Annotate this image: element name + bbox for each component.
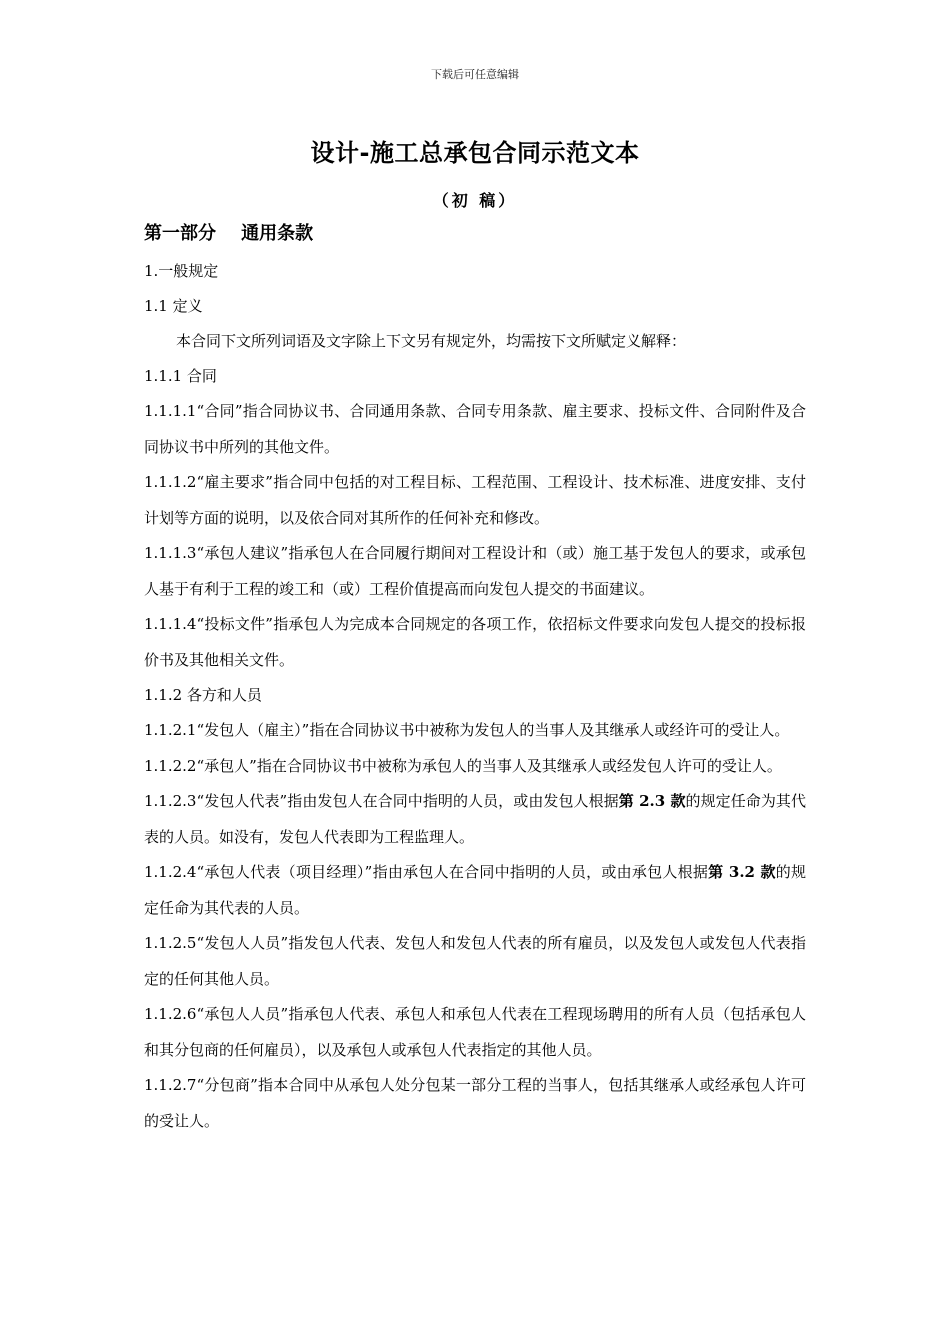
clause-1-1-1-2: 1.1.1.2“雇主要求”指合同中包括的对工程目标、工程范围、工程设计、技术标准、进度安排、支付计划等方面的说明，以及依合同对其所作的任何补充和修改。 [144,473,806,527]
clause-1-1-2-4 [144,855,806,926]
clause-1-1-1-3: 1.1.1.3“承包人建议”指承包人在合同履行期间对工程设计和（或）施工基于发包人的要求，或承包人基于有利于工程的竣工和（或）工程价值提高而向发包人提交的书面建议。 [144,544,806,598]
section-heading-1-1: 1.1 定义 [144,297,203,315]
document-body [144,220,806,1139]
clause-text: 的规定任命为其代表的人员。 [144,863,806,917]
clause-text: 1.1.2.3“发包人代表”指由发包人在合同中指明的人员，或由发包人根据 [144,792,619,810]
clause-reference: 第 2.3 款 [618,792,686,810]
clause-1-1-2-7: 1.1.2.7“分包商”指本合同中从承包人处分包某一部分工程的当事人，包括其继承人或经承包人许可的受让人。 [144,1076,806,1130]
header-note: 下载后可任意编辑 [431,68,519,81]
clause-1-1-1-4: 1.1.1.4“投标文件”指承包人为完成本合同规定的各项工作，依招标文件要求向发包人提交的投标报价书及其他相关文件。 [144,615,806,669]
subsection-heading-1-1-1: 1.1.1 合同 [144,367,217,385]
clause-1-1-2-5: 1.1.2.5“发包人人员”指发包人代表、发包人和发包人代表的所有雇员，以及发包人或发包人代表指定的任何其他人员。 [144,934,806,988]
part-heading: 第一部分 通用条款 [144,223,314,244]
document-subtitle: （初 稿） [432,191,518,210]
document-title: 设计-施工总承包合同示范文本 [310,139,640,167]
clause-text: 1.1.2.4“承包人代表（项目经理）”指由承包人在合同中指明的人员，或由承包人根据 [144,863,709,881]
clause-1-1-2-3 [144,784,806,855]
clause-text: 的规定任命为其代表的人员。如没有，发包人代表即为工程监理人。 [144,792,806,846]
section-heading-1: 1.一般规定 [144,262,219,280]
clause-reference: 第 3.2 款 [708,863,776,881]
intro-paragraph: 本合同下文所列词语及文字除上下文另有规定外，均需按下文所赋定义解释： [176,332,687,350]
clause-1-1-2-6: 1.1.2.6“承包人人员”指承包人代表、承包人和承包人代表在工程现场聘用的所有人员（包括承包人和其分包商的任何雇员），以及承包人或承包人代表指定的其他人员。 [144,1005,806,1059]
subsection-heading-1-1-2: 1.1.2 各方和人员 [144,686,262,704]
clause-1-1-2-1: 1.1.2.1“发包人（雇主）”指在合同协议书中被称为发包人的当事人及其继承人或经许可的受让人。 [144,721,790,739]
clause-1-1-1-1: 1.1.1.1“合同”指合同协议书、合同通用条款、合同专用条款、雇主要求、投标文件、合同附件及合同协议书中所列的其他文件。 [144,402,806,456]
clause-1-1-2-2: 1.1.2.2“承包人”指在合同协议书中被称为承包人的当事人及其继承人或经发包人许可的受让人。 [144,756,782,775]
